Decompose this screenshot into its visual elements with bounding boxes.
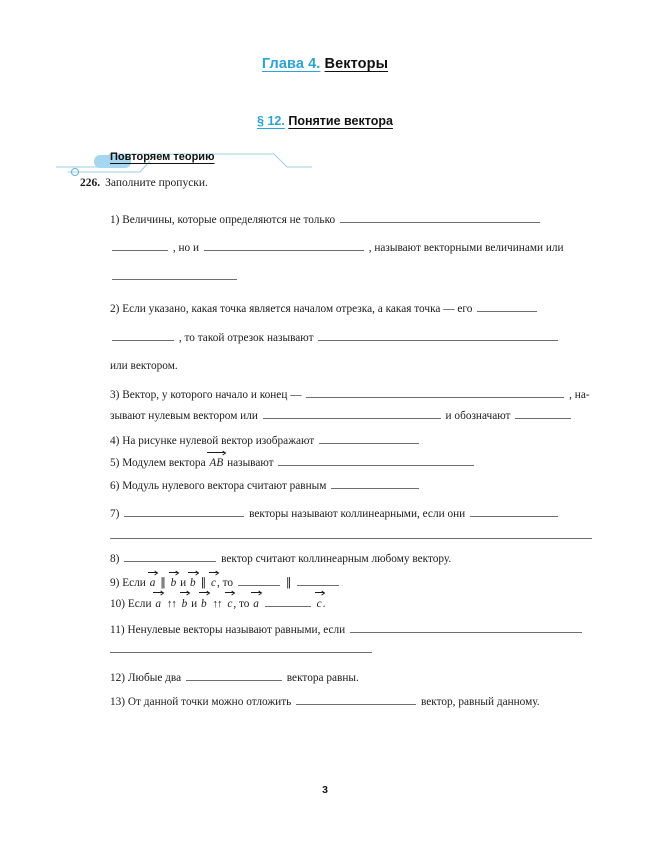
item-marker: 2) [110, 303, 120, 315]
item-marker: 3) [110, 388, 120, 401]
chapter-heading [0, 56, 650, 72]
item-text: векторы называют коллинеарными, если они [249, 508, 466, 520]
exercise-item-8 [110, 550, 592, 570]
item-text: От данной точки можно отложить [127, 695, 292, 708]
exercise-item-1 [110, 211, 592, 231]
item-text: вектора равны. [286, 672, 359, 684]
item-text: называют векторными величинами или [374, 242, 564, 254]
item-text: или вектором. [110, 360, 178, 372]
task-prompt: Заполните пропуски. [105, 177, 208, 189]
item-marker: 4) [110, 434, 120, 447]
item-text: зывают нулевым вектором или [110, 410, 258, 422]
item-text: , но и [172, 242, 200, 254]
item-text: , то [217, 577, 234, 589]
item-marker: 10) [110, 597, 126, 610]
vector-a-notation: a [154, 595, 162, 615]
exercise-item-2-line2 [110, 329, 592, 349]
fill-blank[interactable] [112, 241, 168, 251]
item-marker: 6) [110, 479, 120, 492]
item-text: Любые два [127, 672, 182, 684]
item-text: Модуль нулевого вектора считают равным [122, 479, 327, 492]
section-name: Понятие вектора [288, 114, 393, 128]
vector-c-notation: c [226, 595, 233, 615]
fill-blank-full-width[interactable] [110, 538, 592, 539]
vector-b-notation: b [200, 595, 208, 615]
chapter-number: Глава 4. [261, 56, 321, 72]
parallel-symbol: ∥ [285, 577, 292, 589]
exercise-item-12 [110, 669, 592, 689]
item-text: и обозначают [445, 410, 511, 422]
item-text: . [322, 597, 326, 610]
section-number: § 12. [257, 114, 285, 128]
item-marker: 12) [110, 672, 126, 684]
fill-blank[interactable] [318, 331, 558, 341]
task-number: 226. [80, 177, 101, 189]
fill-blank[interactable] [296, 695, 416, 705]
item-text: , то такой отрезок называют [178, 331, 314, 344]
page-number: 3 [322, 784, 328, 796]
fill-blank[interactable] [319, 434, 419, 444]
fill-blank[interactable] [112, 270, 237, 280]
vector-a-notation: a [252, 595, 260, 615]
section-heading [0, 114, 650, 128]
fill-blank[interactable] [331, 479, 419, 489]
exercise-item-7-line2 [110, 538, 592, 539]
vector-ab-notation: AB [208, 454, 224, 474]
item-text: Ненулевые векторы называют равными, если [127, 624, 346, 636]
item-text: , [368, 242, 372, 254]
exercise-item-list [110, 203, 592, 712]
fill-blank[interactable] [112, 331, 174, 341]
fill-blank[interactable] [238, 576, 280, 586]
codirectional-arrows-icon: ↑↑ [166, 597, 176, 610]
exercise-item-6 [110, 477, 592, 497]
exercise-item-1-line3 [110, 268, 592, 288]
item-text: , то [233, 597, 250, 610]
item-text: и [191, 597, 198, 610]
item-text: , на- [569, 388, 590, 401]
item-text: называют [227, 457, 274, 469]
fill-blank[interactable] [515, 409, 571, 419]
item-text: Вектор, у которого начало и конец — [122, 388, 302, 401]
vector-c-notation: c [210, 574, 217, 594]
task-header [80, 176, 600, 191]
item-text: вектор, равный данному. [420, 695, 540, 708]
item-marker: 13) [110, 695, 126, 708]
exercise-item-2-line3 [110, 357, 592, 377]
item-marker: 8) [110, 552, 120, 565]
fill-blank[interactable] [204, 241, 364, 251]
vector-b-notation: b [181, 595, 189, 615]
chapter-name: Векторы [324, 56, 389, 72]
vector-a-notation: a [149, 574, 157, 594]
vector-b-notation: b [189, 574, 197, 594]
vector-b-notation: b [170, 574, 178, 594]
item-text: Модулем вектора [122, 457, 206, 469]
fill-blank[interactable] [124, 507, 244, 517]
exercise-item-7 [110, 505, 592, 525]
vector-c-notation: c [316, 595, 323, 615]
exercise-item-1-line2 [110, 239, 592, 259]
item-marker: 5) [110, 457, 120, 469]
fill-blank[interactable] [265, 597, 311, 607]
item-text: Если указано, какая точка является началом отрезка, а какая точка — его [122, 303, 473, 315]
item-text: и [180, 577, 187, 589]
exercise-item-3-line2 [110, 407, 592, 427]
item-marker: 7) [110, 508, 120, 520]
parallel-symbol: ∥ [200, 577, 207, 589]
item-marker: 11) [110, 624, 125, 636]
fill-blank[interactable] [470, 507, 558, 517]
item-marker: 1) [110, 213, 120, 226]
fill-blank[interactable] [263, 409, 441, 419]
exercise-item-10 [110, 595, 592, 615]
exercise-item-2 [110, 300, 592, 320]
item-marker: 9) [110, 577, 120, 589]
rubric-label: Повторяем теорию [110, 151, 215, 163]
exercise-item-13 [110, 693, 592, 713]
fill-blank[interactable] [186, 671, 282, 681]
fill-blank[interactable] [124, 552, 216, 562]
item-text: Если [127, 597, 152, 610]
exercise-item-11 [110, 621, 592, 641]
parallel-symbol: ∥ [160, 577, 166, 589]
fill-blank[interactable] [110, 652, 372, 653]
exercise-item-9 [110, 574, 592, 594]
fill-blank[interactable] [477, 302, 537, 312]
item-text: Если [122, 577, 146, 589]
codirectional-arrows-icon: ↑↑ [212, 597, 222, 610]
item-text: На рисунке нулевой вектор изображают [122, 434, 315, 447]
exercise-item-11-line2 [110, 641, 592, 661]
exercise-item-3 [110, 386, 592, 406]
fill-blank[interactable] [297, 576, 339, 586]
item-text: Величины, которые определяются не только [122, 213, 336, 226]
fill-blank[interactable] [340, 213, 540, 223]
item-text: вектор считают коллинеарным любому вектору. [221, 552, 452, 565]
exercise-item-4 [110, 432, 592, 452]
fill-blank[interactable] [306, 388, 564, 398]
fill-blank[interactable] [350, 623, 582, 633]
fill-blank[interactable] [278, 456, 474, 466]
exercise-item-5 [110, 454, 592, 474]
